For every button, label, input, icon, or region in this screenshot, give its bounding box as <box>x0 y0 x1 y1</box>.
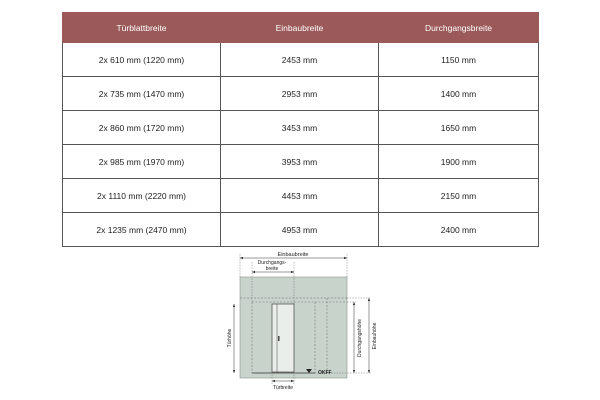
cell-tuerblattbreite: 2x 860 mm (1720 mm) <box>63 111 221 145</box>
arrow-icon <box>233 304 235 307</box>
tuerhoehe-label: Türhöhe <box>227 328 233 348</box>
einbaubreite-label: Einbaubreite <box>277 252 309 258</box>
cell-einbaubreite: 3953 mm <box>221 145 379 179</box>
cell-durchgangsbreite: 1400 mm <box>379 77 539 111</box>
okff-label: OKFF <box>318 370 332 376</box>
cell-durchgangsbreite: 1150 mm <box>379 43 539 77</box>
header-einbaubreite: Einbaubreite <box>221 13 379 43</box>
header-tuerblattbreite: Türblattbreite <box>63 13 221 43</box>
door-leaf <box>272 304 294 372</box>
arrow-icon <box>353 302 355 305</box>
table-row <box>63 111 539 145</box>
table-row <box>63 213 539 247</box>
cell-tuerblattbreite: 2x 985 mm (1970 mm) <box>63 145 221 179</box>
door-handle-icon <box>278 336 280 341</box>
table-row <box>63 77 539 111</box>
arrow-icon <box>291 271 294 273</box>
table-row <box>63 179 539 213</box>
tuerbreite-label: Türbreite <box>272 385 294 391</box>
durchgangshoehe-label: Durchgangshöhe <box>357 318 363 358</box>
cell-durchgangsbreite: 2150 mm <box>379 179 539 213</box>
cell-einbaubreite: 4453 mm <box>221 179 379 213</box>
arrow-icon <box>272 380 275 382</box>
cell-tuerblattbreite: 2x 1235 mm (2470 mm) <box>63 213 221 247</box>
cell-einbaubreite: 2453 mm <box>221 43 379 77</box>
arrow-icon <box>291 380 294 382</box>
table-row <box>63 145 539 179</box>
cell-durchgangsbreite: 1650 mm <box>379 111 539 145</box>
arrow-icon <box>252 271 255 273</box>
header-durchgangsbreite: Durchgangsbreite <box>379 13 539 43</box>
cell-tuerblattbreite: 2x 1110 mm (2220 mm) <box>63 179 221 213</box>
cell-tuerblattbreite: 2x 735 mm (1470 mm) <box>63 77 221 111</box>
arrow-icon <box>344 257 347 259</box>
cell-tuerblattbreite: 2x 610 mm (1220 mm) <box>63 43 221 77</box>
cell-einbaubreite: 2953 mm <box>221 77 379 111</box>
arrow-icon <box>240 257 243 259</box>
arrow-icon <box>233 370 235 373</box>
dimensions-table <box>62 12 539 247</box>
durchgangsbreite-label-line1: Durchgangs- <box>257 260 287 266</box>
arrow-icon <box>353 370 355 373</box>
arrow-icon <box>368 298 370 301</box>
door-installation-diagram <box>222 250 382 396</box>
durchgangsbreite-label-line2: breite <box>265 266 279 272</box>
einbauhoehe-label: Einbauhöhe <box>372 322 378 350</box>
cell-durchgangsbreite: 2400 mm <box>379 213 539 247</box>
table-header-row <box>63 13 539 43</box>
arrow-icon <box>368 370 370 373</box>
table-row <box>63 43 539 77</box>
cell-einbaubreite: 3453 mm <box>221 111 379 145</box>
cell-einbaubreite: 4953 mm <box>221 213 379 247</box>
cell-durchgangsbreite: 1900 mm <box>379 145 539 179</box>
